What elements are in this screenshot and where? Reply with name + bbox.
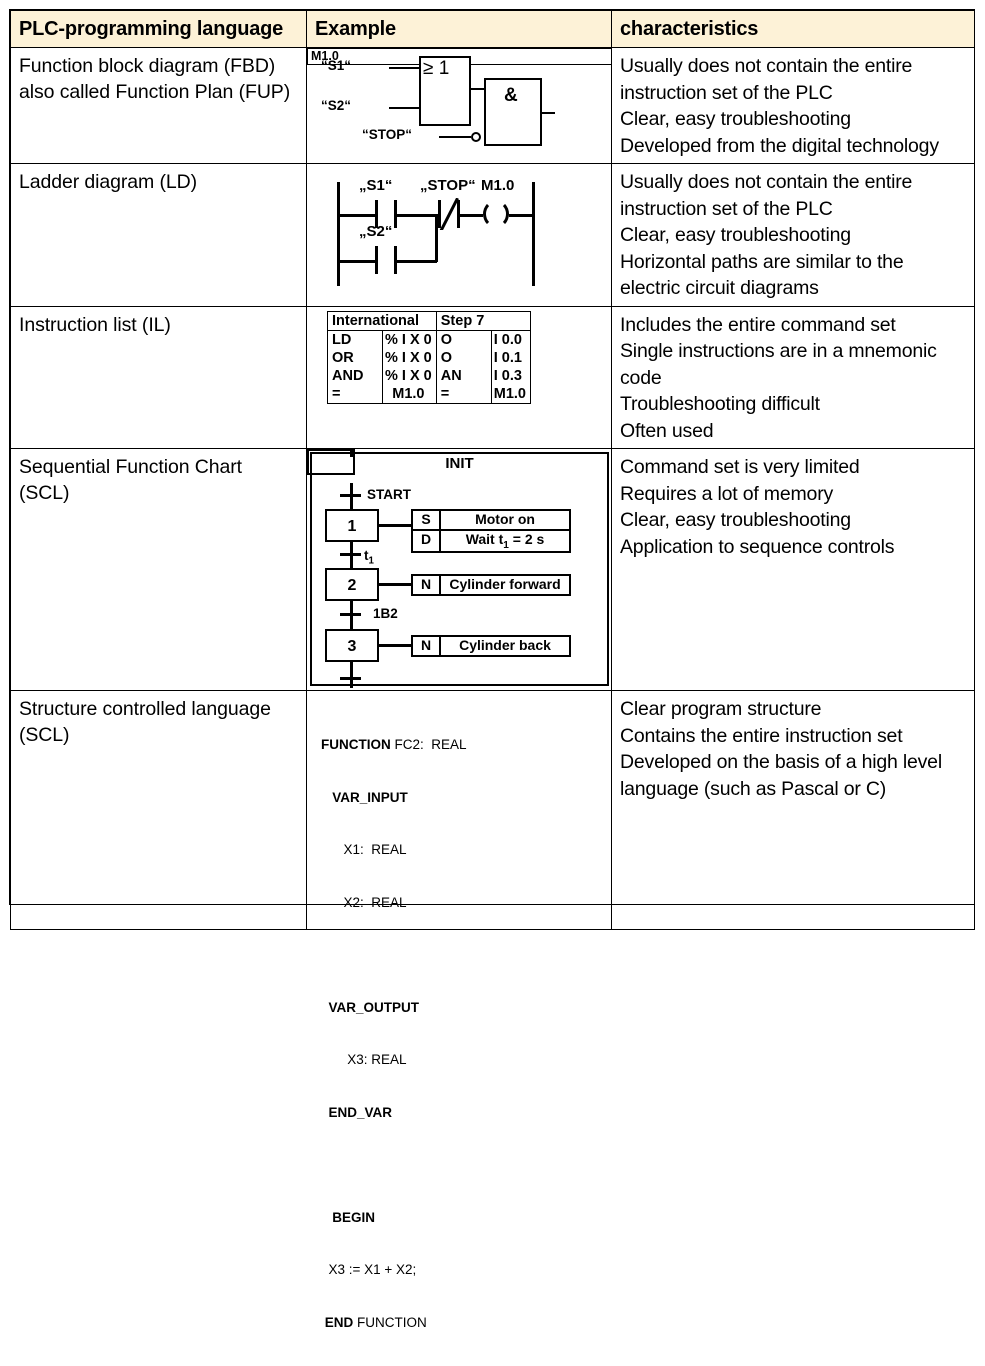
ladder-rung-top-mid <box>397 214 437 217</box>
ladder-label-s2: „S2“ <box>359 223 393 240</box>
table-row-fbd <box>11 48 975 164</box>
il-s7-op: AN <box>436 367 491 385</box>
language-line: Function block diagram (FBD) <box>19 55 276 77</box>
ladder-diagram <box>307 164 612 294</box>
fbd-diagram <box>307 48 612 148</box>
or-gate-symbol: ≥ 1 <box>423 58 450 79</box>
characteristic-line: Clear program structure <box>620 698 822 720</box>
fbd-negation-circle <box>471 132 481 142</box>
characteristic-line: Requires a lot of memory <box>620 482 834 505</box>
ladder-rung-top-end <box>509 214 534 217</box>
scl-code-block <box>321 701 611 1366</box>
scl-code-line <box>321 736 611 754</box>
table-row-ladder <box>11 164 975 307</box>
example-sfc <box>307 449 612 691</box>
sfc-step-1-action-link <box>379 524 411 527</box>
scl-token: VAR_OUTPUT <box>321 999 420 1015</box>
characteristics-scl <box>612 691 975 930</box>
ladder-label-stop: „STOP“ <box>420 177 476 194</box>
language-line: Ladder diagram (LD) <box>19 171 198 193</box>
characteristic-line: Clear, easy troubleshooting <box>620 108 851 130</box>
characteristic-line: instruction set of the PLC <box>620 81 833 104</box>
il-intl-arg: M1.0 <box>383 385 437 404</box>
fbd-wire-s2 <box>389 107 421 109</box>
characteristic-line: Often used <box>620 419 714 442</box>
sfc-action-row <box>412 636 570 656</box>
sfc-transition-3-label: 1B2 <box>373 606 398 621</box>
example-scl <box>307 691 612 1330</box>
characteristic-line: Application to sequence controls <box>620 535 895 558</box>
characteristic-line: Usually does not contain the entire <box>620 171 913 193</box>
il-s7-arg: I 0.1 <box>491 349 530 367</box>
scl-token: END <box>321 1314 354 1330</box>
il-row <box>328 349 531 367</box>
scl-code-line <box>321 789 611 807</box>
fbd-input-stop-label: “STOP“ <box>362 127 413 142</box>
fbd-output-box: M1.0 <box>307 48 612 65</box>
sfc-link-step3 <box>350 662 353 688</box>
ladder-nc-slash-wrap <box>436 198 460 230</box>
ladder-branch-left <box>337 260 375 263</box>
il-intl-arg: % I X 0 <box>383 367 437 385</box>
sfc-transition-3-bar <box>340 613 361 616</box>
instruction-list-table <box>327 311 531 404</box>
sfc-action-row <box>412 510 570 530</box>
language-line: (SCL) <box>19 724 70 746</box>
characteristic-line: Troubleshooting difficult <box>620 393 820 415</box>
il-header-step7: Step 7 <box>436 311 530 330</box>
language-name-il <box>11 306 307 449</box>
ladder-label-s1: „S1“ <box>359 177 393 194</box>
scl-token: X3: REAL <box>321 1052 407 1067</box>
language-name-scl <box>11 691 307 930</box>
scl-token: END_VAR <box>321 1104 393 1120</box>
characteristics-il <box>612 306 975 449</box>
and-gate-symbol: & <box>504 85 518 106</box>
sfc-action-qualifier: D <box>412 530 440 552</box>
fbd-input-s1-label: “S1“ <box>321 58 352 73</box>
scl-code-line <box>321 946 611 964</box>
language-line: Structure controlled language <box>19 698 271 720</box>
scl-token <box>321 947 325 962</box>
characteristic-line: Horizontal paths are similar to the <box>620 250 904 273</box>
characteristics-sfc <box>612 449 975 691</box>
characteristics-fbd <box>612 48 975 164</box>
scl-token: FUNCTION <box>353 1314 427 1330</box>
scl-code-line <box>321 894 611 912</box>
sfc-step-2-action-link <box>379 583 411 586</box>
ladder-coil-m10 <box>483 200 509 228</box>
characteristic-line: Clear, easy troubleshooting <box>620 224 851 246</box>
il-s7-arg: M1.0 <box>491 385 530 404</box>
characteristic-line: language (such as Pascal or C) <box>620 777 887 800</box>
sfc-action-text <box>440 530 570 552</box>
scl-token <box>321 1157 325 1172</box>
example-fbd <box>307 48 612 164</box>
scl-code-line <box>321 1051 611 1069</box>
il-s7-op: = <box>436 385 491 404</box>
characteristic-line: instruction set of the PLC <box>620 197 833 220</box>
scl-token: X1: REAL <box>321 842 407 857</box>
scl-code-line <box>321 999 611 1017</box>
ladder-rung-top-left <box>337 214 375 217</box>
fbd-input-s2-label: “S2“ <box>321 98 352 113</box>
characteristic-line: code <box>620 366 662 389</box>
table-row-sfc <box>11 449 975 691</box>
characteristic-line: Usually does not contain the entire <box>620 55 913 77</box>
scl-token: X3 := X1 + X2; <box>321 1262 417 1277</box>
sfc-transition-2-sub: 1 <box>368 555 374 567</box>
characteristics-ladder <box>612 164 975 307</box>
il-intl-arg: % I X 0 <box>383 349 437 367</box>
ladder-rung-top-right <box>459 214 483 217</box>
sfc-step-2-actions <box>411 574 571 596</box>
ladder-contact-s2-left <box>375 246 378 274</box>
scl-code-line <box>321 1104 611 1122</box>
scl-code-line <box>321 841 611 859</box>
scl-token: FUNCTION <box>321 737 391 752</box>
il-header-international: International <box>328 311 437 330</box>
scl-token: BEGIN <box>321 1209 376 1225</box>
fbd-wire-s1 <box>389 67 421 69</box>
sfc-action-qualifier: N <box>412 636 440 656</box>
sfc-action-text: Cylinder back <box>440 636 570 656</box>
scl-token: X2: REAL <box>321 894 407 910</box>
il-s7-arg: I 0.3 <box>491 367 530 385</box>
il-s7-op: O <box>436 330 491 349</box>
sfc-action-qualifier: N <box>412 575 440 595</box>
sfc-action-row <box>412 530 570 552</box>
sfc-transition-1-label: START <box>367 487 411 502</box>
table-header-row <box>11 11 975 48</box>
ladder-nc-slash <box>438 198 459 230</box>
ladder-contact-s1-right <box>394 200 397 228</box>
fbd-wire-stop <box>439 136 471 138</box>
sfc-transition-2-label <box>364 548 374 567</box>
il-s7-op: O <box>436 349 491 367</box>
il-row <box>328 367 531 385</box>
sfc-transition-1-bar <box>340 494 361 497</box>
sfc-transition-2-prefix: t <box>364 548 369 563</box>
example-instruction-list <box>307 306 612 449</box>
language-name-fbd <box>11 48 307 164</box>
language-line: also called Function Plan (FUP) <box>19 81 291 103</box>
sfc-init-step-box <box>307 449 474 475</box>
sfc-action-text: Motor on <box>440 510 570 530</box>
sfc-action-text-suffix: = 2 s <box>508 531 545 547</box>
characteristic-line: Includes the entire command set <box>620 313 896 336</box>
ladder-contact-s2-right <box>394 246 397 274</box>
sfc-transition-final-bar <box>340 677 361 680</box>
il-row <box>328 330 531 349</box>
ladder-left-rail <box>337 182 340 286</box>
scl-code-line <box>321 1261 611 1279</box>
sfc-init-step-label: INIT <box>310 452 609 686</box>
il-intl-op: OR <box>328 349 383 367</box>
table-row-scl <box>11 691 975 930</box>
il-row <box>328 385 531 404</box>
scl-code-line <box>321 1209 611 1227</box>
characteristic-line: Contains the entire instruction set <box>620 724 903 747</box>
characteristic-line: Single instructions are in a mnemonic <box>620 340 937 362</box>
sfc-action-text: Cylinder forward <box>440 575 570 595</box>
plc-languages-table-container <box>9 9 975 1330</box>
example-ladder <box>307 164 612 307</box>
characteristic-line: Command set is very limited <box>620 456 860 478</box>
il-s7-arg: I 0.0 <box>491 330 530 349</box>
header-language: PLC-programming language <box>11 11 307 48</box>
scl-code-line <box>321 1314 611 1332</box>
sfc-step-1-actions <box>411 509 571 553</box>
il-intl-op: LD <box>328 330 383 349</box>
sfc-action-qualifier: S <box>412 510 440 530</box>
table-row-instruction-list <box>11 306 975 449</box>
sfc-step-3-box: 3 <box>325 629 379 662</box>
il-intl-arg: % I X 0 <box>383 330 437 349</box>
fbd-wire-or-to-and <box>470 88 486 90</box>
language-line: Sequential Function Chart <box>19 456 242 478</box>
sfc-step-3-actions <box>411 635 571 657</box>
plc-languages-table <box>10 10 975 1330</box>
language-line: (SCL) <box>19 482 70 504</box>
language-line: Instruction list (IL) <box>19 313 171 336</box>
header-characteristics: characteristics <box>612 11 975 48</box>
sfc-action-text-prefix: Wait t <box>465 531 504 547</box>
language-name-ladder <box>11 164 307 307</box>
ladder-branch-right <box>397 260 437 263</box>
il-header-row <box>328 311 531 330</box>
sfc-action-row <box>412 575 570 595</box>
ladder-right-rail <box>532 182 535 286</box>
sfc-transition-2-bar <box>340 553 361 556</box>
il-intl-op: AND <box>328 367 383 385</box>
instruction-list-wrapper <box>327 311 531 404</box>
header-example: Example <box>307 11 612 48</box>
sfc-step-1-box: 1 <box>325 509 379 542</box>
sfc-diagram <box>307 449 612 689</box>
scl-token: FC2: REAL <box>390 737 467 752</box>
sfc-action-text-sub: 1 <box>503 539 509 551</box>
il-intl-op: = <box>328 385 383 404</box>
scl-token: VAR_INPUT <box>321 789 408 805</box>
sfc-step-2-box: 2 <box>325 568 379 601</box>
characteristic-line: Clear, easy troubleshooting <box>620 509 851 531</box>
characteristic-line: Developed from the digital technology <box>620 134 939 157</box>
fbd-wire-output <box>541 112 555 114</box>
scl-code-line <box>321 1156 611 1174</box>
characteristic-line: electric circuit diagrams <box>620 277 819 299</box>
characteristic-line: Developed on the basis of a high level <box>620 751 942 773</box>
sfc-step-3-action-link <box>379 644 411 647</box>
language-name-sfc <box>11 449 307 691</box>
ladder-label-coil: M1.0 <box>481 177 515 194</box>
